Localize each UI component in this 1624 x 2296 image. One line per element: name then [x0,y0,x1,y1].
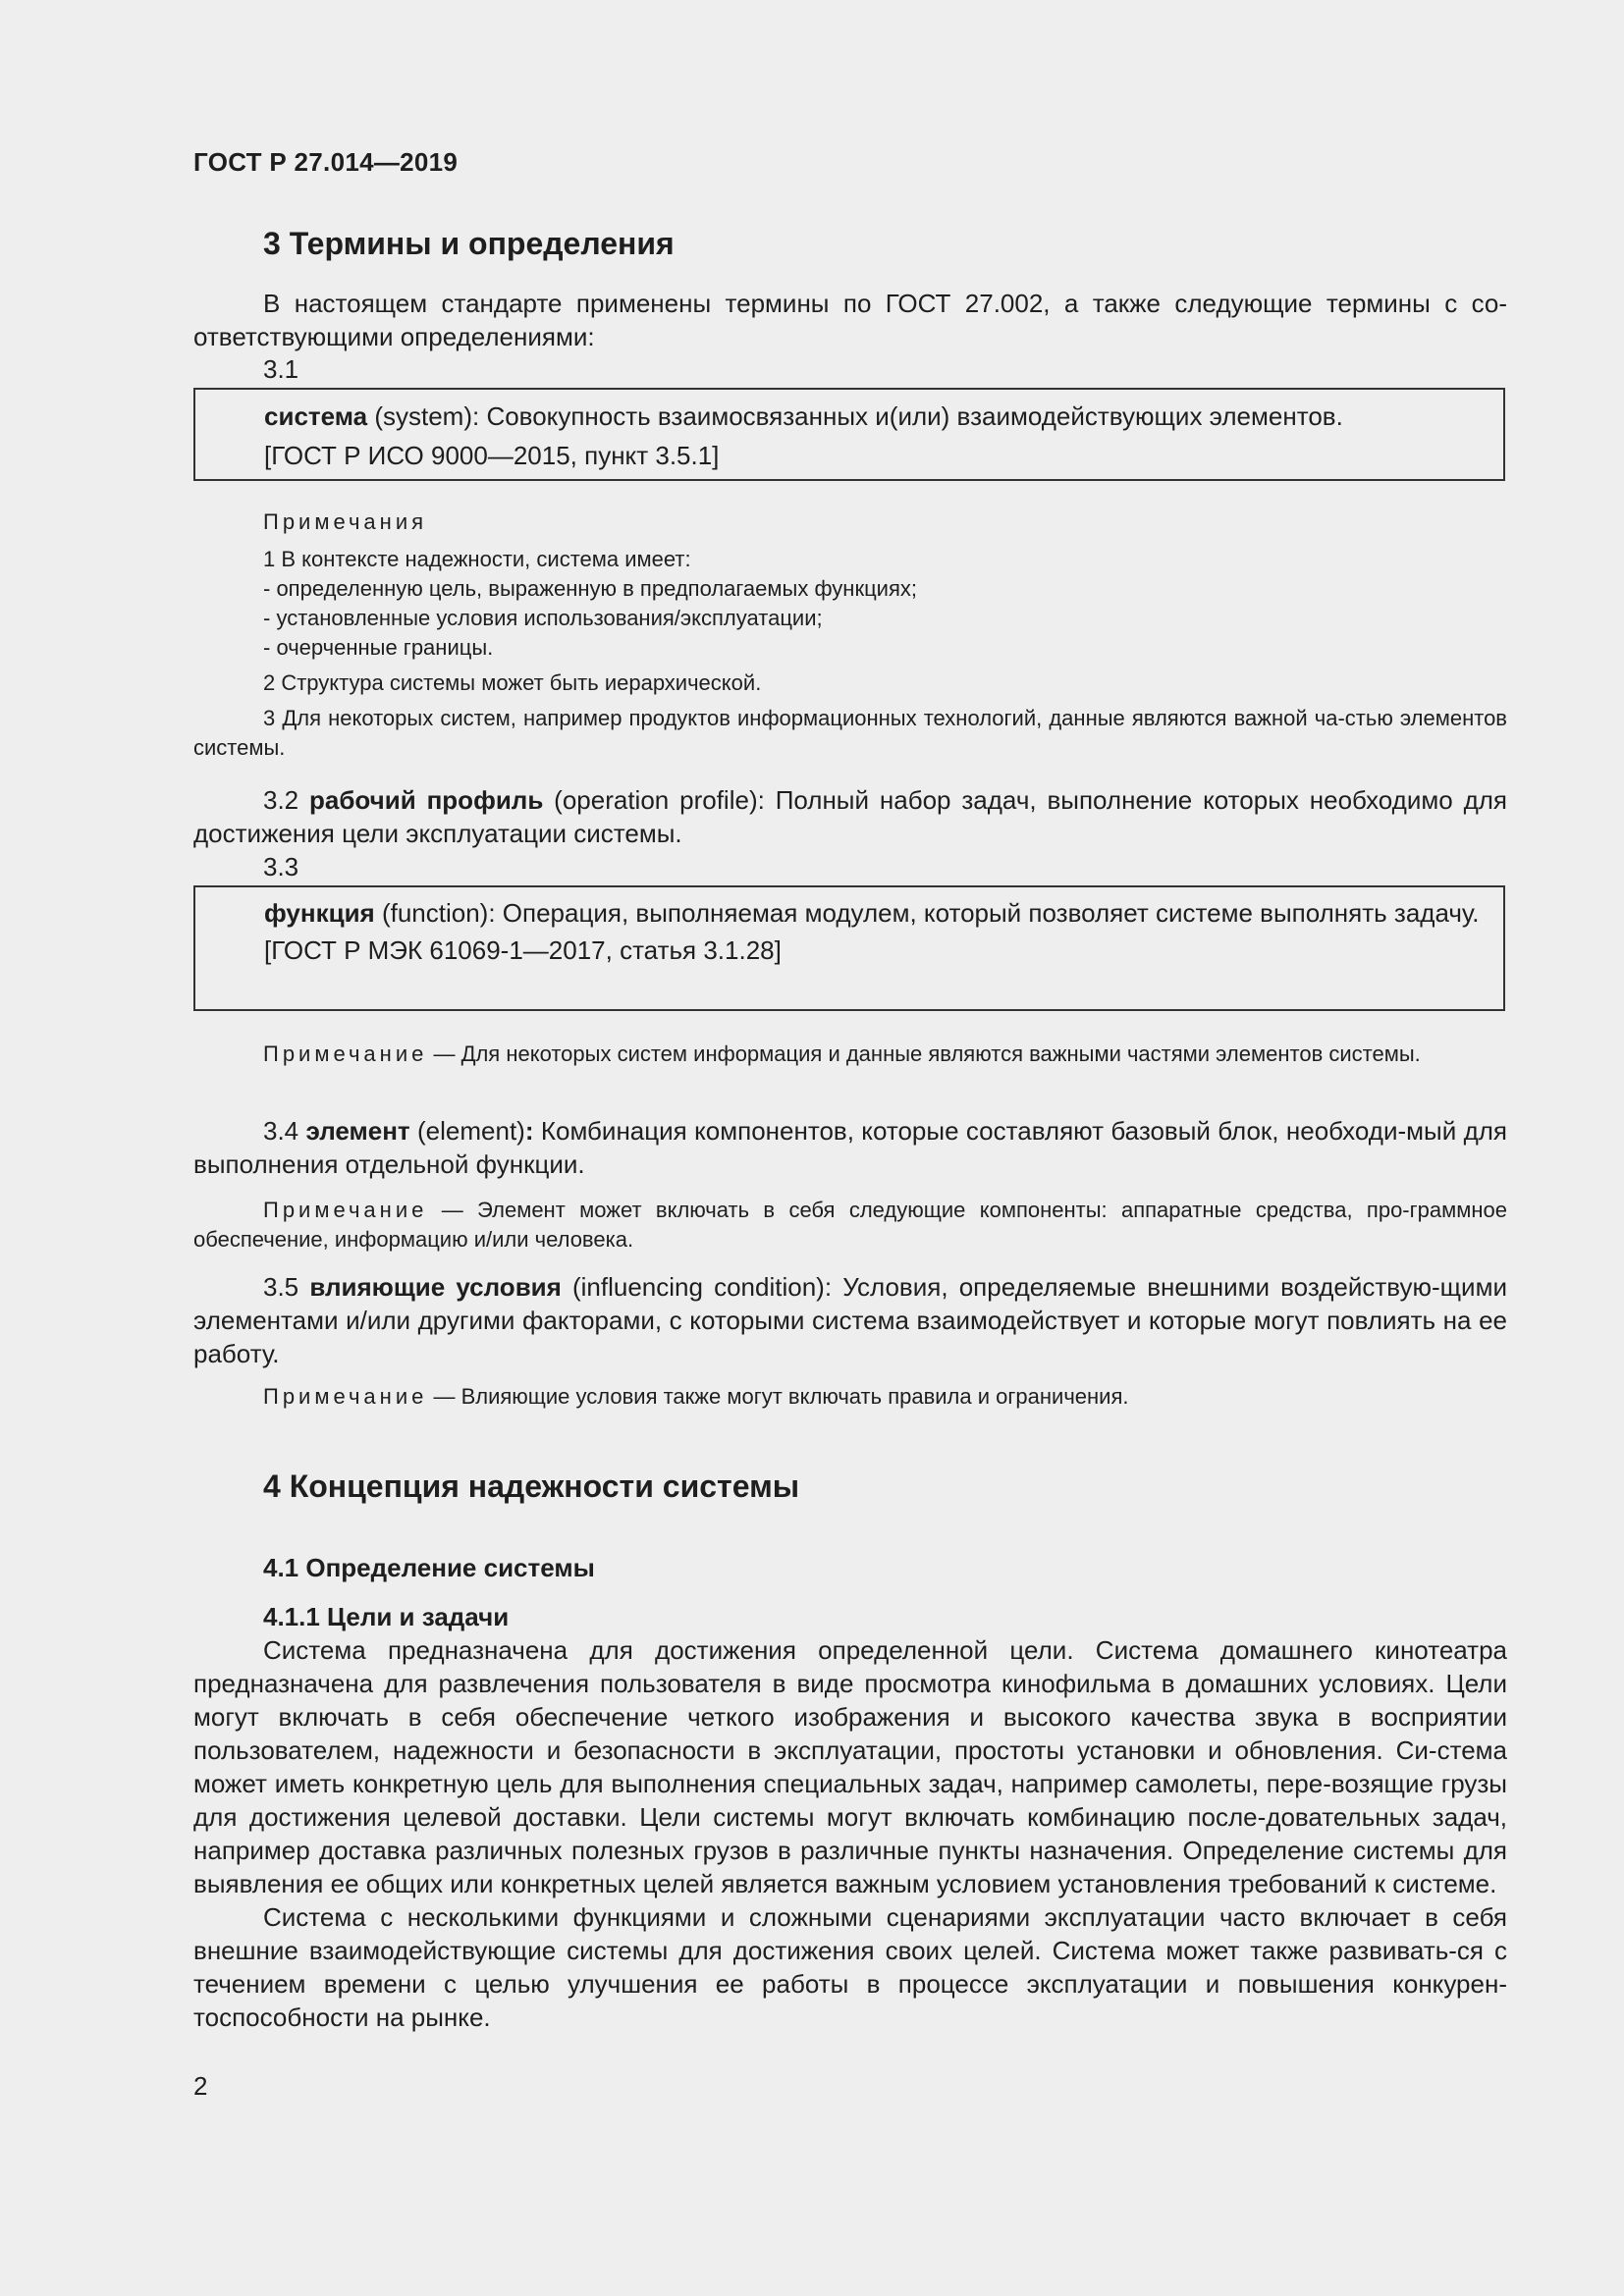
term-3-2-number: 3.2 [263,785,299,815]
term-3-4 [193,1114,1507,1181]
note-3-1-3: 3 Для некоторых систем, например продуктов информационных технологий, данные являются важной ча-стью элементов системы. [193,706,1507,760]
section-4-title: 4 Концепция надежности системы [263,1468,800,1504]
note-3-1-bullet-2: - установленные условия использования/эксплуатации; [263,606,823,630]
note-3-4 [193,1196,1507,1255]
section-4-body [193,1633,1507,2034]
term-3-4-term: элемент [305,1116,410,1146]
term-3-3-def-text: (function): Операция, выполняемая модулем, который позволяет системе выполнять задачу. [374,898,1480,928]
term-3-3-definition [195,896,1503,930]
note-3-5-text [193,1382,1507,1412]
term-3-5-number: 3.5 [263,1272,299,1302]
term-3-3-box [193,885,1505,1011]
notes-3-1-heading: Примечания [263,509,428,534]
note-3-1-bullet-1: - определенную цель, выраженную в предполагаемых функциях; [263,576,917,601]
term-3-3-reference: [ГОСТ Р МЭК 61069-1—2017, статья 3.1.28] [264,935,782,965]
term-3-1-reference: [ГОСТ Р ИСО 9000—2015, пункт 3.5.1] [264,441,720,470]
term-3-2-term: рабочий профиль [309,785,544,815]
term-3-5-term: влияющие условия [309,1272,562,1302]
section-4-paragraph-2: Система с несколькими функциями и сложными сценариями эксплуатации часто включает в себя внешние взаимодействующие системы для достижения своих целей. Система может также развивать-ся с течением времени с целью улучшения ее работы в процессе эксплуатации и повышения конкурен-тоспособности на рынке. [193,1902,1507,2032]
note-3-3-label: Примечание [263,1041,428,1066]
subsection-4-1-1-title: 4.1.1 Цели и задачи [263,1602,510,1631]
term-3-5 [193,1270,1507,1370]
term-3-3-term: функция [264,898,375,928]
note-3-3-text [193,1040,1507,1069]
term-3-2-def-text: (operation profile): Полный набор задач, выполнение которых необходимо для достижения цели эксплуатации системы. [193,785,1508,848]
intro-paragraph: В настоящем стандарте применены термины по ГОСТ 27.002, а также следующие термины с со-ответствующими определениями: [193,289,1507,351]
subsection-4-1-title: 4.1 Определение системы [263,1553,595,1582]
term-3-4-number: 3.4 [263,1116,299,1146]
note-3-4-label: Примечание [263,1198,428,1222]
page-number: 2 [193,2071,208,2101]
note-3-5-body: — Влияющие условия также могут включать правила и ограничения. [427,1384,1129,1409]
term-3-3-number: 3.3 [263,852,299,881]
term-3-1-number: 3.1 [263,354,299,384]
term-3-4-def-text: Комбинация компонентов, которые составляют базовый блок, необходи-мый для выполнения отдельной функции. [193,1116,1507,1179]
section-3-intro [193,287,1507,353]
section-3-title: 3 Термины и определения [263,226,675,261]
notes-3-1 [193,545,1507,763]
term-3-2 [193,783,1507,850]
term-3-1-box [193,388,1505,481]
document-code: ГОСТ Р 27.014—2019 [193,147,459,177]
note-3-5-label: Примечание [263,1384,428,1409]
term-3-1-def-text: (system): Совокупность взаимосвязанных и(или) взаимодействующих элементов. [367,401,1343,431]
term-3-5-definition [193,1270,1507,1370]
term-3-1-term: система [264,401,368,431]
term-3-4-english: (element) [409,1116,525,1146]
note-3-3-body: — Для некоторых систем информация и данные являются важными частями элементов системы. [427,1041,1421,1066]
term-3-4-colon: : [524,1116,534,1146]
section-4-paragraph-1: Система предназначена для достижения определенной цели. Система домашнего кинотеатра предназначена для развлечения пользователя в виде просмотра кинофильма в домашних условиях. Цели могут включать в себя обеспечение четкого изображения и высокого качества звука в восприятии пользователем, надежности и безопасности в эксплуатации, простоты установки и обновления. Си-стема может иметь конкретную цель для выполнения специальных задач, например самолеты, пере-возящие грузы для достижения целевой доставки. Цели системы могут включать комбинацию после-довательных задач, например доставка различных полезных грузов в различные пункты назначения. Определение системы для выявления ее общих или конкретных целей является важным условием установления требований к системе. [193,1635,1507,1898]
term-3-5-def-text: (influencing condition): Условия, определяемые внешними воздействую-щими элементами и/или другими факторами, с которыми система взаимодействует и которые могут повлиять на ее работу. [193,1272,1507,1368]
note-3-4-body: — Элемент может включать в себя следующие компоненты: аппаратные средства, про-граммное обеспечение, информацию и/или человека. [193,1198,1507,1252]
note-3-1-1: 1 В контексте надежности, система имеет: [263,547,691,571]
note-3-4-text [193,1196,1507,1255]
note-3-3 [193,1040,1507,1069]
term-3-4-definition [193,1114,1507,1181]
term-3-1-definition [195,400,1503,433]
note-3-1-bullet-3: - очерченные границы. [263,635,494,660]
term-3-2-definition [193,783,1507,850]
note-3-1-2: 2 Структура системы может быть иерархической. [263,670,762,695]
note-3-5 [193,1382,1507,1412]
